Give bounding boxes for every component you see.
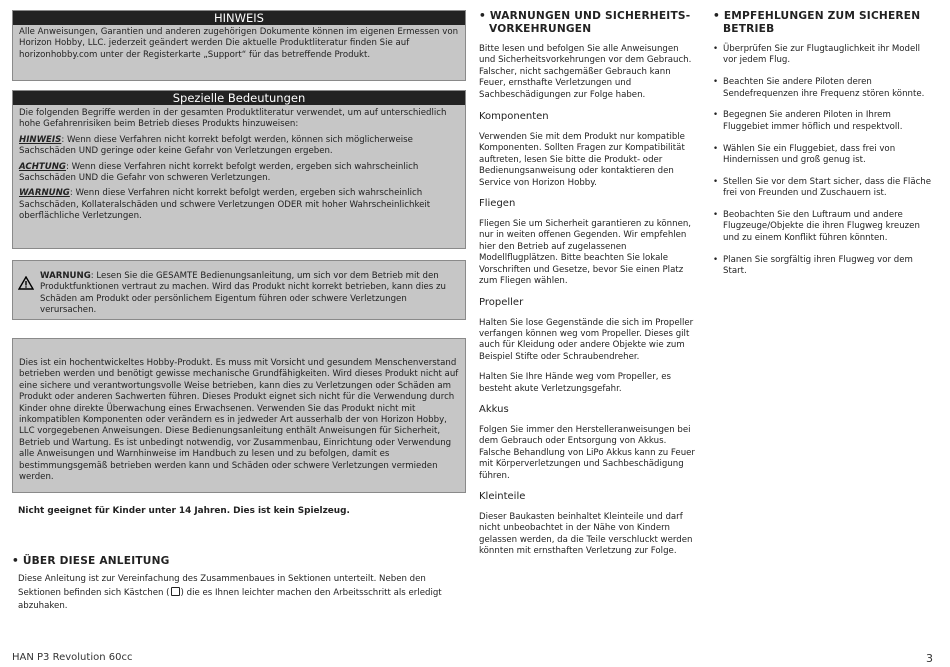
hinweis-title: HINWEIS bbox=[13, 11, 465, 25]
empfehlungen-heading-line2: BETRIEB bbox=[723, 22, 775, 35]
warnung-body: : Lesen Sie die GESAMTE Bedienungsanleitung, um sich vor dem Betrieb mit den Produktfunktionen vertraut zu machen. Wird das Produkt nicht korrekt betrieben, kann dies zu Schäden am Produkt oder persönlichem Eigentum führen oder schwere Verletzungen verursachen. bbox=[40, 271, 446, 316]
section-propeller-title: Propeller bbox=[479, 296, 524, 308]
section-komponenten-text: Verwenden Sie mit dem Produkt nur kompatible Komponenten. Sollten Fragen zur Kompatibilität auftreten, lesen Sie bitte die Produkt- oder Bedienungsanweisung oder kontaktieren den Service von Horizon Hobby. bbox=[479, 132, 685, 188]
ueber-text-after: ) die es Ihnen leichter machen den Arbeitsschritt als erledigt abzuhaken. bbox=[18, 587, 442, 612]
term-hinweis: HINWEIS bbox=[19, 134, 62, 145]
warnung-label: WARNUNG bbox=[40, 271, 91, 281]
warnungen-heading-line1: • WARNUNGEN UND SICHERHEITS- bbox=[479, 10, 691, 22]
warning-triangle-icon bbox=[18, 276, 34, 290]
empfehlungen-heading bbox=[713, 10, 935, 35]
section-kleinteile-text: Dieser Baukasten beinhaltet Kleinteile und darf nicht unbeobachtet in der Nähe von Kindern gelassen werden, da die Teile verschluckt werden könnten mit ernsthaften Verletzung zur Folge. bbox=[479, 511, 693, 557]
section-fliegen-text: Fliegen Sie um Sicherheit garantieren zu können, nur in weiten offenen Gegenden. Wir empfehlen hier den Betrieb auf zugelassenen Modellflugplätzen. Bitte beachten Sie lokale Vorschriften und Gesetze, bevor Sie einen Platz zum Fliegen wählen. bbox=[479, 219, 692, 287]
hobby-info-box bbox=[12, 338, 466, 493]
warnung-box bbox=[12, 260, 466, 320]
ueber-text-before: Diese Anleitung ist zur Vereinfachung des Zusammenbaues in Sektionen unterteilt. Neben den Sektionen befinden sich Kästchen ( bbox=[18, 574, 426, 598]
bedeutungen-box bbox=[12, 90, 466, 249]
page-number: 3 bbox=[926, 652, 933, 665]
list-item: • Beobachten Sie den Luftraum und andere Flugzeuge/Objekte die ihren Flugweg kreuzen und zu einem Konflikt führen könnten. bbox=[713, 210, 935, 244]
bedeutungen-content bbox=[13, 105, 465, 223]
bedeutung-achtung-text: : Wenn diese Verfahren nicht korrekt befolgt werden, ergeben sich wahrscheinlich Sachschäden UND die Gefahr von schweren Verletzungen. bbox=[19, 161, 419, 184]
bedeutung-hinweis-text: : Wenn diese Verfahren nicht korrekt befolgt werden, können sich möglicherweise Sachschäden UND geringe oder keine Gefahr von Verletzungen ergeben. bbox=[19, 134, 413, 157]
term-achtung: ACHTUNG bbox=[19, 161, 66, 172]
term-warnung: WARNUNG bbox=[19, 188, 70, 199]
section-akkus-text: Folgen Sie immer den Herstelleranweisungen bei dem Gebrauch oder Entsorgung von Akkus. Falsche Behandlung von LiPo Akkus kann zu Feuer mit Körperverletzungen und Sachbeschädigung führen. bbox=[479, 424, 695, 481]
warnung-text bbox=[13, 261, 465, 317]
section-propeller-text-1: Halten Sie lose Gegenstände die sich im Propeller verfangen können weg vom Propeller. Dieses gilt auch für Kleidung oder andere Objekte wie zum Beispiel Stifte oder Schraubendreher. bbox=[479, 317, 694, 362]
list-item: • Überprüfen Sie zur Flugtauglichkeit ihr Modell vor jedem Flug. bbox=[713, 44, 935, 67]
ueber-text bbox=[18, 573, 458, 614]
footer-product-name: HAN P3 Revolution 60cc bbox=[12, 652, 133, 663]
list-item: • Wählen Sie ein Fluggebiet, dass frei von Hindernissen und groß genug ist. bbox=[713, 144, 935, 167]
bedeutung-warnung bbox=[19, 188, 459, 222]
warnungen-column bbox=[479, 10, 697, 558]
list-item: • Begegnen Sie anderen Piloten in Ihrem Fluggebiet immer höflich und respektvoll. bbox=[713, 110, 935, 133]
section-komponenten-title: Komponenten bbox=[479, 111, 549, 123]
hinweis-box bbox=[12, 10, 466, 81]
list-item: • Planen Sie sorgfältig ihren Flugweg vor dem Start. bbox=[713, 255, 935, 278]
bedeutungen-title: Spezielle Bedeutungen bbox=[13, 91, 465, 105]
warnungen-heading-line2: VORKEHRUNGEN bbox=[489, 22, 592, 35]
hinweis-text: Alle Anweisungen, Garantien und anderen zugehörigen Dokumente können im eigenen Ermessen von Horizon Hobby, LLC. jederzeit geändert werden Die aktuelle Produktliteratur finden Sie auf horizonhobby.com unter der Registerkarte „Support“ für das betreffende Produkt. bbox=[19, 27, 459, 60]
warnungen-heading bbox=[479, 10, 697, 35]
empfehlungen-column bbox=[713, 10, 935, 288]
bedeutung-hinweis bbox=[19, 135, 459, 158]
bedeutung-achtung bbox=[19, 162, 459, 185]
list-item: • Stellen Sie vor dem Start sicher, dass die Fläche frei von Freunden und Zuschauern ist. bbox=[713, 177, 935, 200]
bedeutung-warnung-text: : Wenn diese Verfahren nicht korrekt befolgt werden, ergeben sich wahrscheinlich Sachschäden, Kollateralschäden und schwere Verletzungen ODER mit hoher Wahrscheinlichkeit oberflächliche Verletzungen. bbox=[19, 188, 431, 222]
hobby-info-text: Dies ist ein hochentwickeltes Hobby-Produkt. Es muss mit Vorsicht und gesundem Menschenverstand betrieben werden und benötigt gewisse mechanische Grundfähigkeiten. Wird dieses Produkt nicht auf eine sichere und verantwortungsvolle Weise betrieben, kann dies zu Verletzungen oder Schäden am Produkt oder anderen Sachwerten führen. Dieses Produkt eignet sich nicht für die Verwendung durch Kinder ohne direkte Überwachung eines Erwachsenen. Verwenden Sie das Produkt nicht mit inkompatiblen Komponenten oder verändern es in jedweder Art ausserhalb der von Horizon Hobby, LLC vorgegebenen Anweisungen. Diese Bedienungsanleitung enthält Anweisungen für Sicherheit, Betrieb und Wartung. Es ist unbedingt notwendig, vor Zusammenbau, Einrichtung oder Verwendung alle Anweisungen und Warnhinweise im Handbuch zu lesen und zu befolgen, damit es bestimmungsgemäß betrieben werden kann und Schäden oder schwere Verletzungen vermieden werden. bbox=[19, 358, 459, 483]
section-propeller-text-2: Halten Sie Ihre Hände weg vom Propeller, es besteht akute Verletzungsgefahr. bbox=[479, 372, 671, 394]
section-fliegen-title: Fliegen bbox=[479, 198, 516, 210]
section-kleinteile-title: Kleinteile bbox=[479, 490, 526, 502]
empfehlungen-list bbox=[713, 44, 935, 277]
kinder-note: Nicht geeignet für Kinder unter 14 Jahren. Dies ist kein Spielzeug. bbox=[18, 506, 350, 516]
ueber-heading: • ÜBER DIESE ANLEITUNG bbox=[12, 555, 170, 567]
list-item: • Beachten Sie andere Piloten deren Sendefrequenzen ihre Frequenz stören könnte. bbox=[713, 77, 935, 100]
checkbox-icon bbox=[171, 587, 180, 596]
empfehlungen-heading-line1: • EMPFEHLUNGEN ZUM SICHEREN bbox=[713, 10, 921, 22]
section-akkus-title: Akkus bbox=[479, 403, 509, 415]
warnungen-intro: Bitte lesen und befolgen Sie alle Anweisungen und Sicherheitsvorkehrungen vor dem Gebrauch. Falscher, nicht sachgemäßer Gebrauch kann Feuer, ernsthafte Verletzungen und Sachbeschädigungen zur Folge haben. bbox=[479, 44, 692, 100]
bedeutungen-intro: Die folgenden Begriffe werden in der gesamten Produktliteratur verwendet, um auf unterschiedlich hohe Gefahrenrisiken beim Betrieb dieses Produkts hinzuweisen: bbox=[19, 108, 447, 130]
